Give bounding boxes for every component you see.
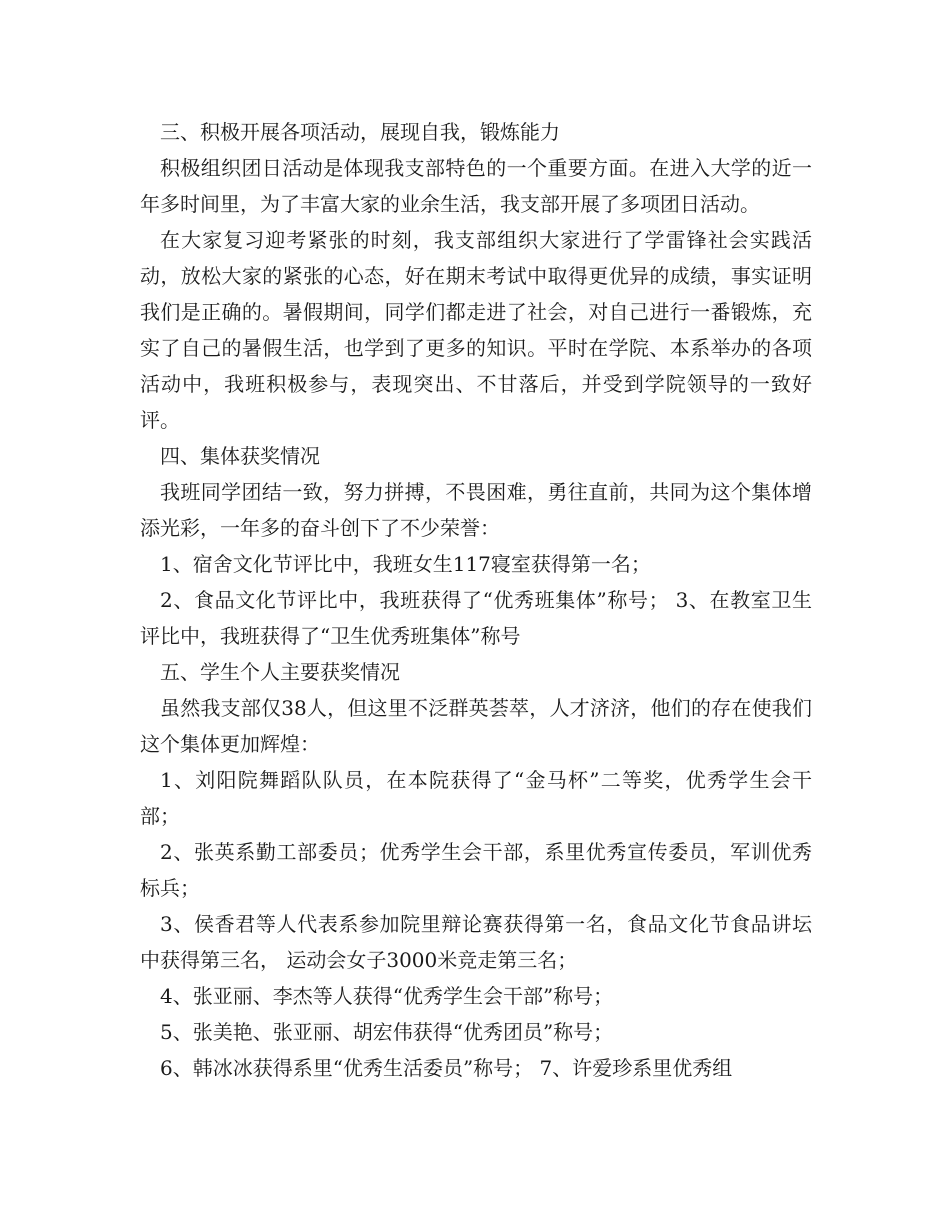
list-item-person-1: 1、刘阳院舞蹈队队员，在本院获得了“金马杯”二等奖，优秀学生会干部；	[140, 768, 812, 828]
paragraph-social-practice: 在大家复习迎考紧张的时刻，我支部组织大家进行了学雷锋社会实践活动，放松大家的紧张的心态，好在期末考试中取得更优异的成绩，事实证明我们是正确的。暑假期间，同学们都走进了社会，对自己进行一番锻炼，充实了自己的暑假生活，也学到了更多的知识。平时在学院、本系举办的各项活动中，我班积极参与，表现突出、不甘落后，并受到学院领导的一致好评。	[140, 228, 812, 432]
list-item-award-2-3: 2、食品文化节评比中，我班获得了“优秀班集体”称号； 3、在教室卫生评比中，我班获得了“卫生优秀班集体”称号	[140, 588, 812, 648]
section-heading-individual-awards: 五、学生个人主要获奖情况	[160, 660, 400, 684]
paragraph-individual-intro: 虽然我支部仅38人，但这里不泛群英荟萃，人才济济，他们的存在使我们这个集体更加辉煌：	[140, 696, 812, 756]
list-item-person-4: 4、张亚丽、李杰等人获得“优秀学生会干部”称号；	[160, 984, 614, 1008]
paragraph-league-day: 积极组织团日活动是体现我支部特色的一个重要方面。在进入大学的近一年多时间里，为了丰富大家的业余生活，我支部开展了多项团日活动。	[140, 156, 812, 216]
list-item-person-3: 3、侯香君等人代表系参加院里辩论赛获得第一名，食品文化节食品讲坛中获得第三名， 运动会女子3000米竞走第三名；	[140, 912, 812, 972]
list-item-award-1: 1、宿舍文化节评比中，我班女生117寝室获得第一名；	[160, 552, 651, 576]
section-heading-collective-awards: 四、集体获奖情况	[160, 444, 320, 468]
list-item-person-5: 5、张美艳、张亚丽、胡宏伟获得“优秀团员”称号；	[160, 1020, 614, 1044]
section-heading-activities: 三、积极开展各项活动，展现自我，锻炼能力	[160, 120, 560, 144]
list-item-person-6-7: 6、韩冰冰获得系里“优秀生活委员”称号； 7、许爱珍系里优秀组	[160, 1056, 733, 1080]
document-body	[140, 114, 812, 1086]
paragraph-collective-intro: 我班同学团结一致，努力拼搏，不畏困难，勇往直前，共同为这个集体增添光彩，一年多的奋斗创下了不少荣誉：	[140, 480, 812, 540]
list-item-person-2: 2、张英系勤工部委员；优秀学生会干部，系里优秀宣传委员，军训优秀标兵；	[140, 840, 812, 900]
